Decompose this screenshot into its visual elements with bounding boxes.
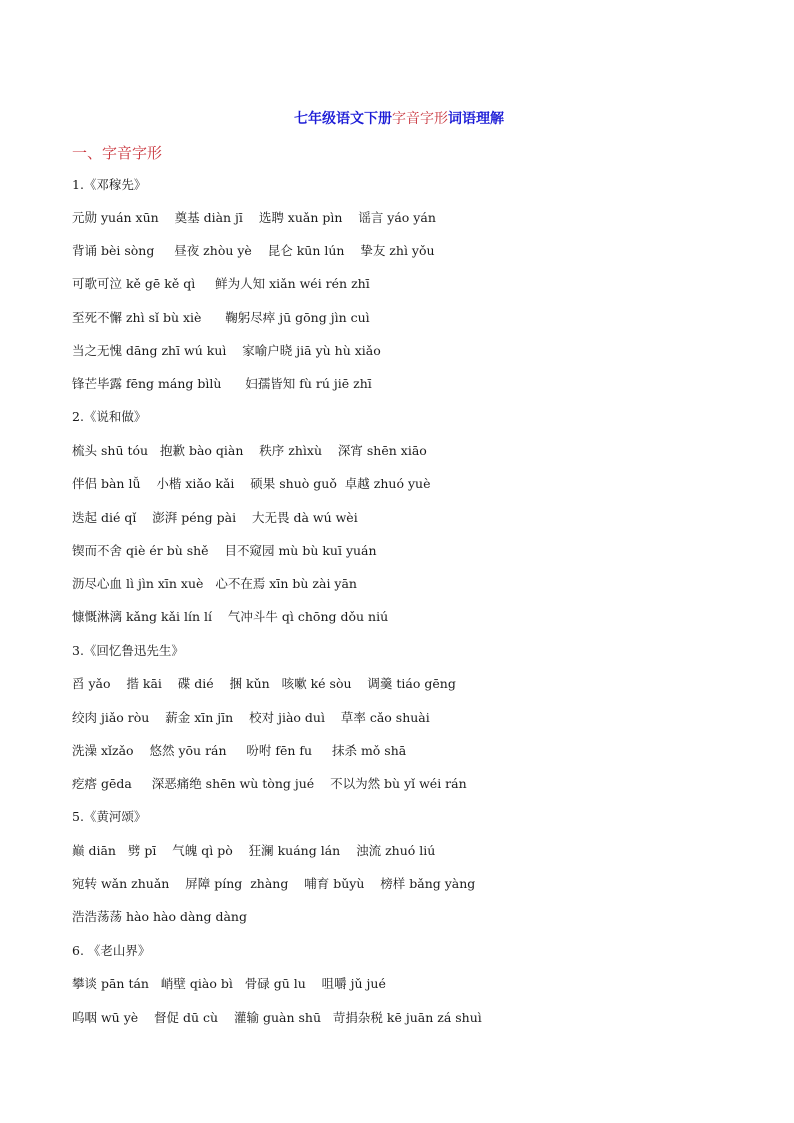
title-part-3: 词语理解 xyxy=(448,111,504,127)
word-line: 慷慨淋漓 kǎng kǎi lín lí 气冲斗牛 qì chōng dǒu niú xyxy=(72,609,389,624)
word-line: 锲而不舍 qiè ér bù shě 目不窥园 mù bù kuī yuán xyxy=(72,543,377,558)
word-line: 至死不懈 zhì sǐ bù xiè 鞠躬尽瘁 jū gōng jìn cuì xyxy=(72,310,370,325)
word-line: 当之无愧 dāng zhī wú kuì 家喻户晓 jiā yù hù xiǎo xyxy=(72,343,381,358)
word-line: 巅 diān 劈 pī 气魄 qì pò 狂澜 kuáng lán 浊流 zhuó liú xyxy=(72,843,436,858)
title-part-1: 七年级语文下册 xyxy=(294,111,392,127)
lesson-heading: 1.《邓稼先》 xyxy=(72,177,147,192)
word-line: 沥尽心血 lì jìn xīn xuè 心不在焉 xīn bù zài yān xyxy=(72,576,357,591)
word-line: 呜咽 wū yè 督促 dū cù 灌输 guàn shū 苛捐杂税 kē juān zá shuì xyxy=(72,1010,482,1025)
lesson-heading: 2.《说和做》 xyxy=(72,409,147,424)
lesson-heading: 3.《回忆鲁迅先生》 xyxy=(72,643,184,658)
word-line: 锋芒毕露 fēng máng bìlù 妇孺皆知 fù rú jiē zhī xyxy=(72,376,372,391)
word-line: 绞肉 jiǎo ròu 薪金 xīn jīn 校对 jiào duì 草率 cǎo shuài xyxy=(72,710,430,725)
word-line: 伴侣 bàn lǚ 小楷 xiǎo kǎi 硕果 shuò guǒ 卓越 zhuó yuè xyxy=(72,476,431,491)
title-part-2: 字音字形 xyxy=(392,111,448,127)
lesson-heading: 6. 《老山界》 xyxy=(72,943,151,958)
word-line: 攀谈 pān tán 峭壁 qiào bì 骨碌 gū lu 咀嚼 jǔ jué xyxy=(72,976,386,991)
word-line: 元勋 yuán xūn 奠基 diàn jī 选聘 xuǎn pìn 谣言 yáo yán xyxy=(72,210,436,225)
word-line: 舀 yǎo 揩 kāi 碟 dié 捆 kǔn 咳嗽 ké sòu 调羹 tiáo gēng xyxy=(72,676,456,691)
word-line: 迭起 dié qǐ 澎湃 péng pài 大无畏 dà wú wèi xyxy=(72,510,358,525)
word-line: 浩浩荡荡 hào hào dàng dàng xyxy=(72,909,247,924)
word-line: 梳头 shū tóu 抱歉 bào qiàn 秩序 zhìxù 深宵 shēn xiāo xyxy=(72,443,427,458)
word-line: 洗澡 xǐzǎo 悠然 yōu rán 吩咐 fēn fu 抹杀 mǒ shā xyxy=(72,743,407,758)
word-line: 背诵 bèi sòng 昼夜 zhòu yè 昆仑 kūn lún 挚友 zhì yǒu xyxy=(72,243,435,258)
section-heading: 一、字音字形 xyxy=(72,144,163,162)
word-line: 宛转 wǎn zhuǎn 屏障 píng zhàng 哺育 bǔyù 榜样 bǎng yàng xyxy=(72,876,476,891)
lesson-heading: 5.《黄河颂》 xyxy=(72,809,147,824)
word-line: 疙瘩 gēda 深恶痛绝 shēn wù tòng jué 不以为然 bù yǐ wéi rán xyxy=(72,776,467,791)
word-line: 可歌可泣 kě gē kě qì 鲜为人知 xiǎn wéi rén zhī xyxy=(72,276,370,291)
